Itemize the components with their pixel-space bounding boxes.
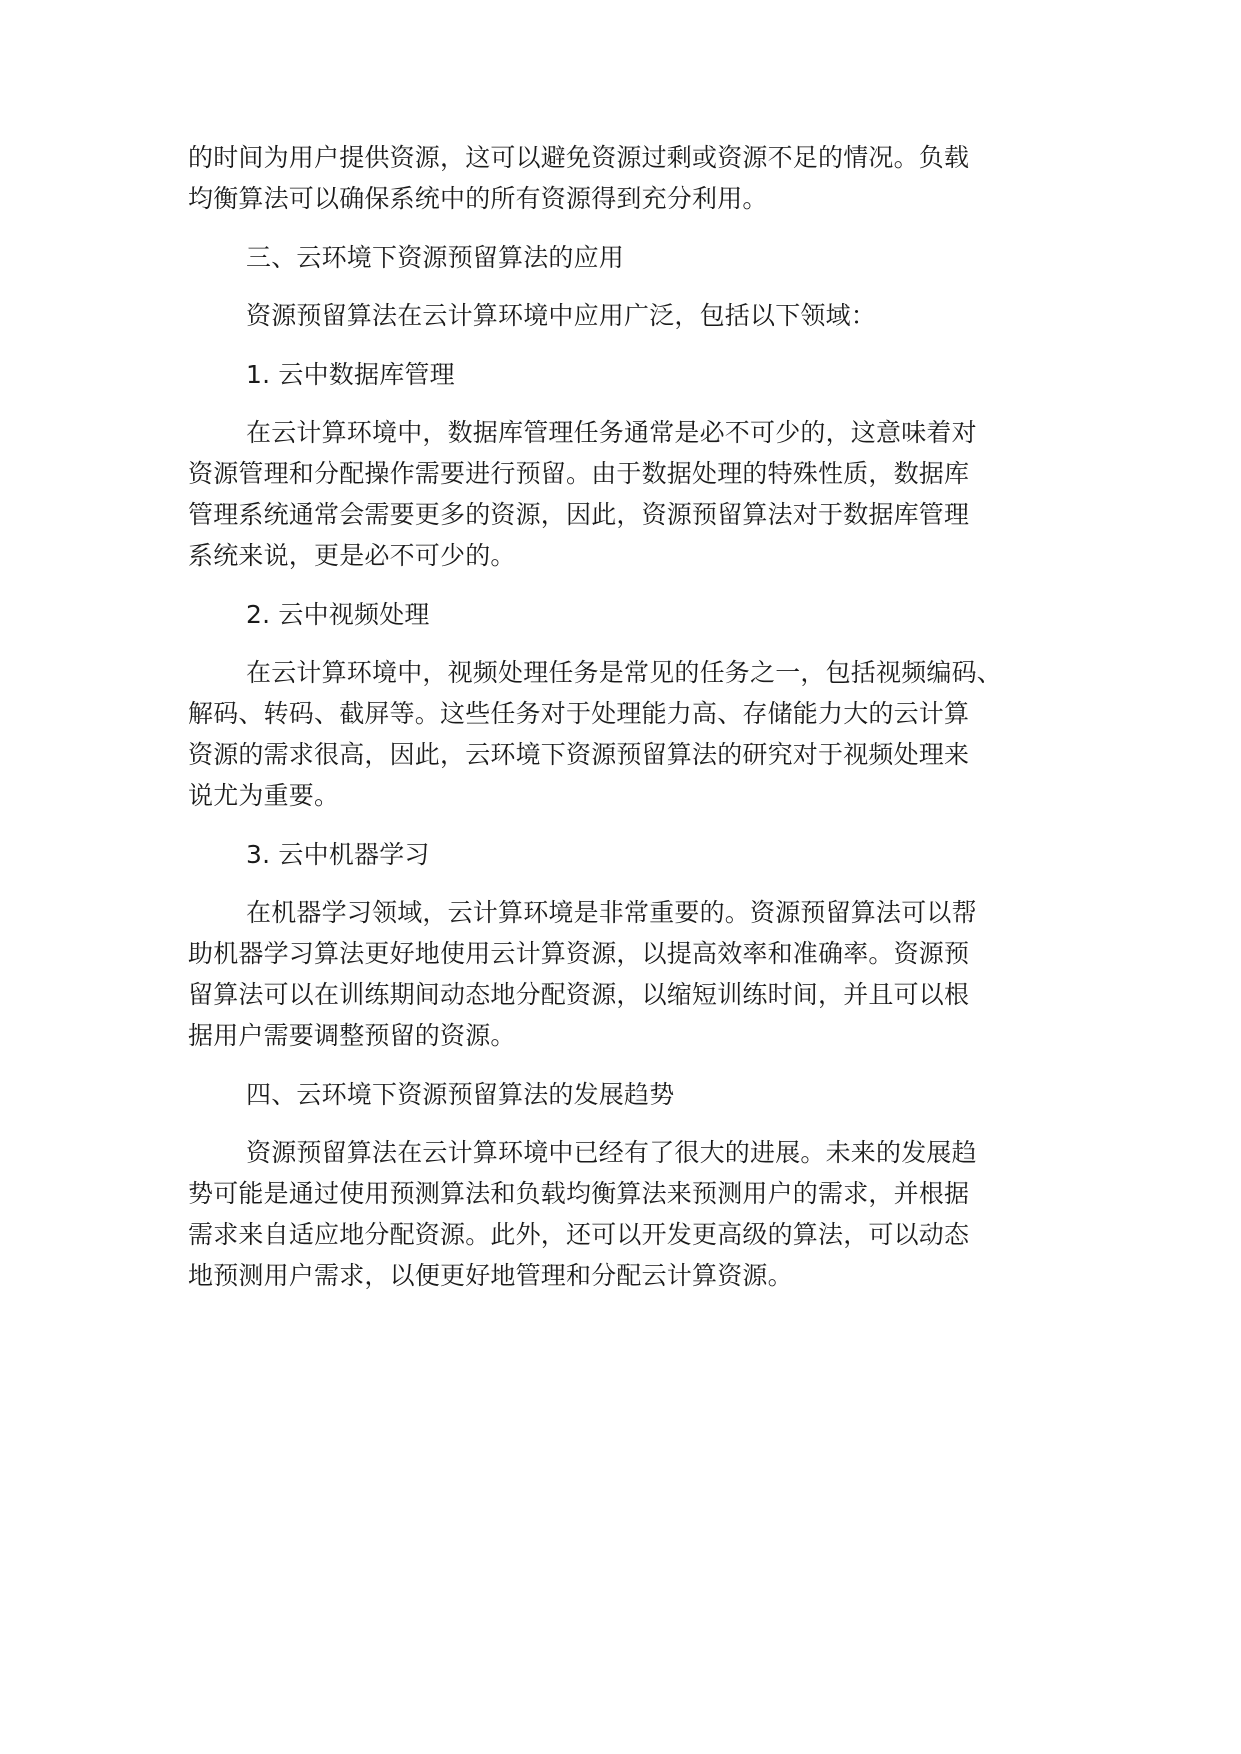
paragraph-line: 地预测用户需求，以便更好地管理和分配云计算资源。 [188, 1261, 793, 1290]
subsection-heading: 1. 云中数据库管理 [246, 360, 455, 389]
paragraph-line: 资源的需求很高，因此，云环境下资源预留算法的研究对于视频处理来 [188, 740, 970, 769]
paragraph-line: 系统来说，更是必不可少的。 [188, 541, 516, 570]
paragraph-line: 均衡算法可以确保系统中的所有资源得到充分利用。 [188, 184, 768, 213]
paragraph-line: 助机器学习算法更好地使用云计算资源，以提高效率和准确率。资源预 [188, 939, 970, 968]
paragraph-line: 资源预留算法在云计算环境中应用广泛，包括以下领域： [246, 301, 877, 330]
paragraph-line: 解码、转码、截屏等。这些任务对于处理能力高、存储能力大的云计算 [188, 699, 970, 728]
paragraph-line: 需求来自适应地分配资源。此外，还可以开发更高级的算法，可以动态 [188, 1220, 970, 1249]
paragraph-line: 在云计算环境中，数据库管理任务通常是必不可少的，这意味着对 [246, 418, 977, 447]
paragraph-line: 管理系统通常会需要更多的资源，因此，资源预留算法对于数据库管理 [188, 500, 970, 529]
paragraph-line: 资源预留算法在云计算环境中已经有了很大的进展。未来的发展趋 [246, 1138, 977, 1167]
paragraph-line: 据用户需要调整预留的资源。 [188, 1021, 516, 1050]
paragraph-line: 势可能是通过使用预测算法和负载均衡算法来预测用户的需求，并根据 [188, 1179, 970, 1208]
paragraph-line: 在机器学习领域，云计算环境是非常重要的。资源预留算法可以帮 [246, 898, 977, 927]
paragraph-line: 在云计算环境中，视频处理任务是常见的任务之一，包括视频编码、 [246, 658, 1003, 687]
subsection-heading: 2. 云中视频处理 [246, 600, 430, 629]
paragraph-line: 说尤为重要。 [188, 781, 340, 810]
paragraph-line: 资源管理和分配操作需要进行预留。由于数据处理的特殊性质，数据库 [188, 459, 970, 488]
section-heading: 四、云环境下资源预留算法的发展趋势 [246, 1080, 675, 1109]
paragraph-line: 的时间为用户提供资源，这可以避免资源过剩或资源不足的情况。负载 [188, 143, 970, 172]
paragraph-line: 留算法可以在训练期间动态地分配资源，以缩短训练时间，并且可以根 [188, 980, 970, 1009]
section-heading: 三、云环境下资源预留算法的应用 [246, 243, 625, 272]
subsection-heading: 3. 云中机器学习 [246, 840, 430, 869]
